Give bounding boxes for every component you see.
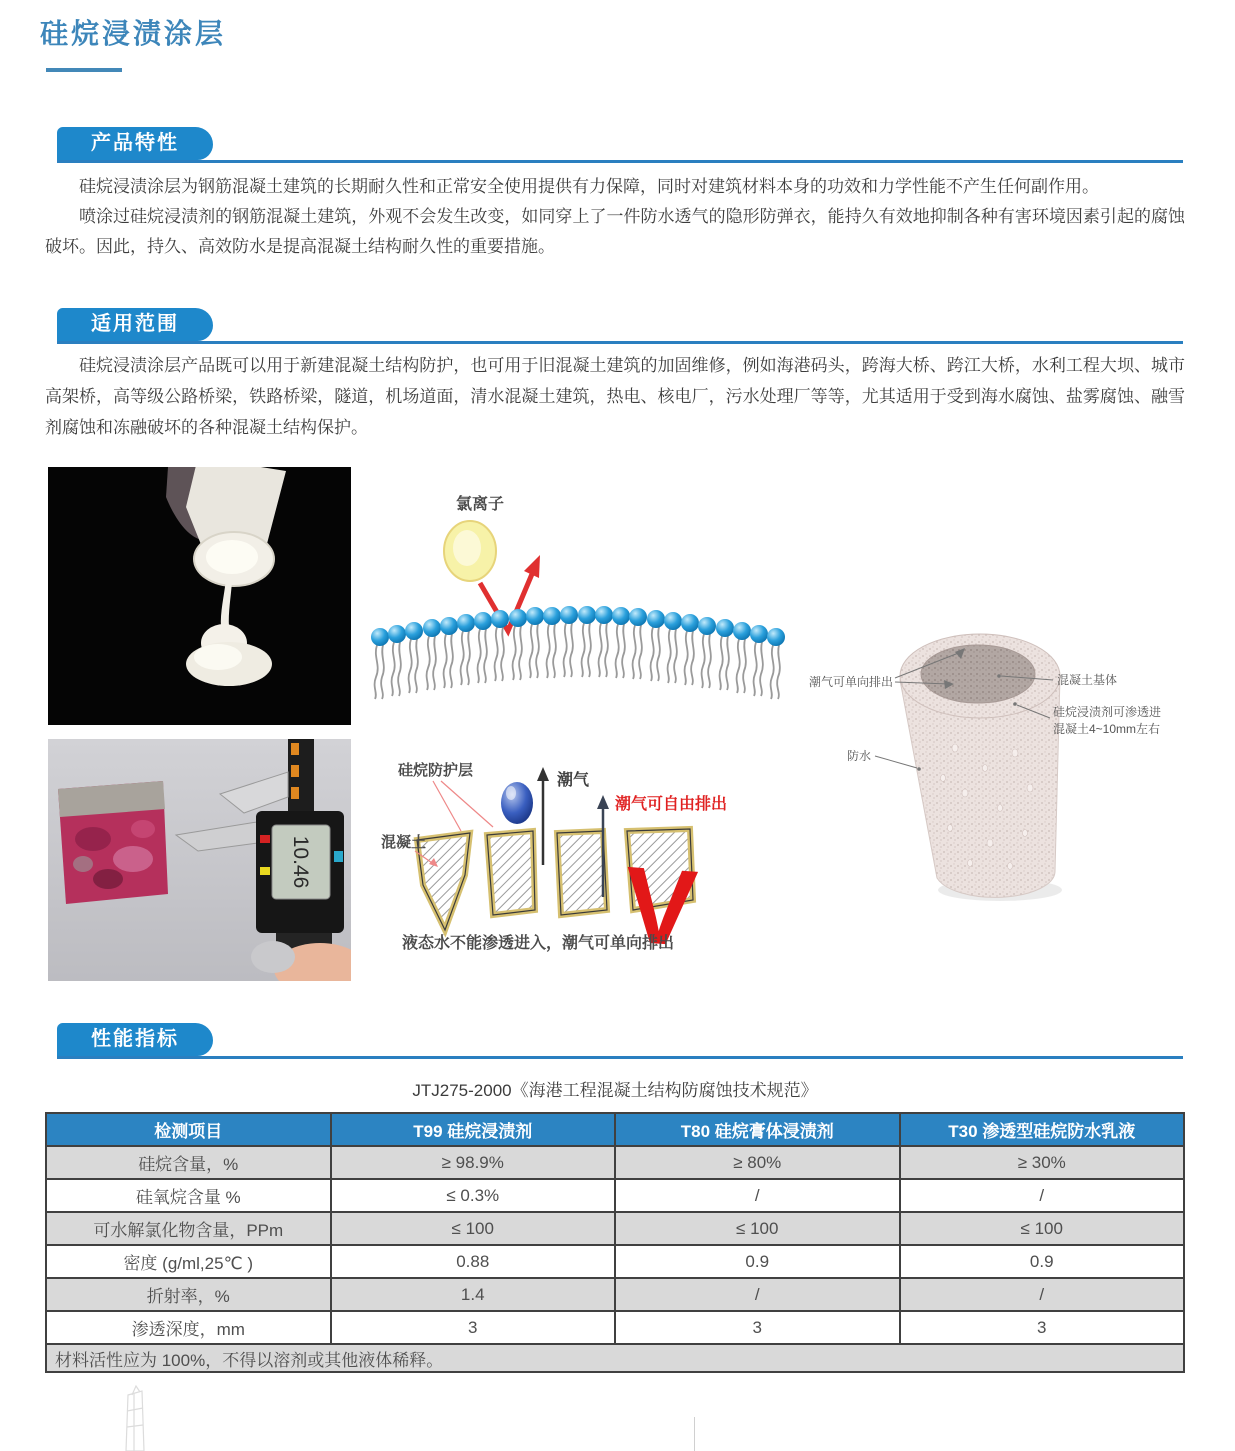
waterproof-label: 防水 (847, 749, 872, 763)
section-rule-scope (57, 341, 1183, 344)
col-header-t99: T99 硅烷浸渍剂 (331, 1113, 616, 1146)
features-paragraphs (45, 172, 1185, 262)
chloride-barrier-diagram (370, 467, 790, 712)
cell-label: 渗透深度，mm (46, 1311, 331, 1344)
water-droplet-icon (501, 782, 533, 824)
penetration-label-2: 混凝土4~10mm左右 (1053, 722, 1161, 736)
table-row (46, 1179, 1184, 1212)
cell-value: 0.88 (331, 1245, 616, 1278)
col-header-item: 检测项目 (46, 1113, 331, 1146)
pointer-dot (997, 674, 1001, 678)
title-underline (46, 68, 122, 72)
features-paragraph-2: 喷涂过硅烷浸渍剂的钢筋混凝土建筑，外观不会发生改变，如同穿上了一件防水透气的隐形防弹衣，能持久有效地抑制各种有害环境因素引起的腐蚀破坏。因此，持久、高效防水是提高混凝土结构耐久性的重要措施。 (45, 207, 1185, 256)
cell-value: 0.9 (615, 1245, 900, 1278)
cell-value: 3 (331, 1311, 616, 1344)
col-header-t30: T30 渗透型硅烷防水乳液 (900, 1113, 1185, 1146)
cell-value: 3 (900, 1311, 1185, 1344)
cell-label: 硅氧烷含量 % (46, 1179, 331, 1212)
scope-paragraphs (45, 350, 1185, 443)
dyed-concrete-block (58, 781, 168, 904)
cell-value: 3 (615, 1311, 900, 1344)
penetration-label-1: 硅烷浸渍剂可渗透进 (1053, 705, 1162, 719)
cell-label: 密度 (g/ml,25℃ ) (46, 1245, 331, 1278)
matrix-label: 混凝土基体 (1057, 673, 1118, 687)
table-caption: JTJ275-2000《海港工程混凝土结构防腐蚀技术规范》 (412, 1081, 818, 1100)
concrete-label: 混凝土 (381, 834, 427, 851)
pointer-dot (1013, 702, 1017, 706)
vapor-label: 潮气 (557, 772, 590, 789)
caliper-red-button (260, 835, 270, 843)
moisture-caption: 液态水不能渗透进入，潮气可单向排出 (402, 935, 675, 952)
cell-value: / (900, 1179, 1185, 1212)
table-footnote-row (46, 1344, 1184, 1372)
cell-label: 硅烷含量，% (46, 1146, 331, 1179)
cell-value: ≥ 80% (615, 1146, 900, 1179)
droplet-highlight (506, 786, 516, 800)
figures-strip (0, 465, 1235, 990)
section-tab-performance: 性能指标 (57, 1023, 213, 1056)
concrete-cylinder-diagram (795, 618, 1190, 908)
cell-value: / (615, 1278, 900, 1311)
silane-layer-label: 硅烷防护层 (398, 762, 474, 779)
table-row (46, 1311, 1184, 1344)
caliper-measurement-photo (48, 739, 351, 981)
cell-value: ≤ 100 (900, 1212, 1185, 1245)
table-row (46, 1146, 1184, 1179)
pointer-dot (917, 767, 921, 771)
performance-table (45, 1112, 1185, 1373)
section-rule-features (57, 160, 1183, 163)
cell-value: ≥ 30% (900, 1146, 1185, 1179)
section-tab-features: 产品特性 (57, 127, 213, 160)
cell-label: 可水解氯化物含量，PPm (46, 1212, 331, 1245)
cell-value: 0.9 (900, 1245, 1185, 1278)
table-row (46, 1278, 1184, 1311)
cell-value: 1.4 (331, 1278, 616, 1311)
scope-paragraph-1: 硅烷浸渍涂层产品既可以用于新建混凝土结构防护，也可用于旧混凝土建筑的加固维修，例如海港码头，跨海大桥、跨江大桥，水利工程大坝、城市高架桥，高等级公路桥梁，铁路桥梁，隧道，机场道面，清水混凝土建筑，热电、核电厂，污水处理厂等等，尤其适用于受到海水腐蚀、盐雾腐蚀、融雪剂腐蚀和冻融破坏的各种混凝土结构保护。 (45, 356, 1185, 437)
cell-value: ≥ 98.9% (331, 1146, 616, 1179)
moisture-out-label: 潮气可单向排出 (809, 675, 894, 689)
chloride-ion-circle (444, 521, 496, 581)
table-row (46, 1245, 1184, 1278)
check-mark: V (620, 843, 701, 969)
cell-value: ≤ 100 (331, 1212, 616, 1245)
section-tab-scope: 适用范围 (57, 308, 213, 341)
caliper-lcd-value: 10.46 (289, 835, 312, 889)
waterproof-line (875, 756, 917, 768)
col-header-t80: T80 硅烷膏体浸渍剂 (615, 1113, 900, 1146)
cell-value: ≤ 0.3% (331, 1179, 616, 1212)
building-watermark-icon (112, 1385, 162, 1451)
caliper-blue-button (334, 851, 343, 862)
table-row (46, 1212, 1184, 1245)
section-rule-performance (57, 1056, 1183, 1059)
caliper-roller (251, 941, 295, 973)
cell-value: / (900, 1278, 1185, 1311)
free-exit-label: 潮气可自由排出 (615, 796, 728, 813)
watermark-line (694, 1417, 695, 1451)
breathable-coating-diagram (375, 745, 790, 975)
page-title: 硅烷浸渍涂层 (40, 18, 227, 49)
cell-value: / (615, 1179, 900, 1212)
concrete-cylinder (900, 634, 1060, 897)
silane-paste-photo (48, 467, 351, 725)
table-footnote: 材料活性应为 100%，不得以溶剂或其他液体稀释。 (46, 1344, 1184, 1372)
caliper-yellow-button (260, 867, 270, 875)
chloride-ion-label: 氯离子 (456, 496, 505, 513)
features-paragraph-1: 硅烷浸渍涂层为钢筋混凝土建筑的长期耐久性和正常安全使用提供有力保障，同时对建筑材料本身的功效和力学性能不产生任何副作用。 (79, 177, 1099, 196)
table-header-row (46, 1113, 1184, 1146)
cell-label: 折射率，% (46, 1278, 331, 1311)
cell-value: ≤ 100 (615, 1212, 900, 1245)
